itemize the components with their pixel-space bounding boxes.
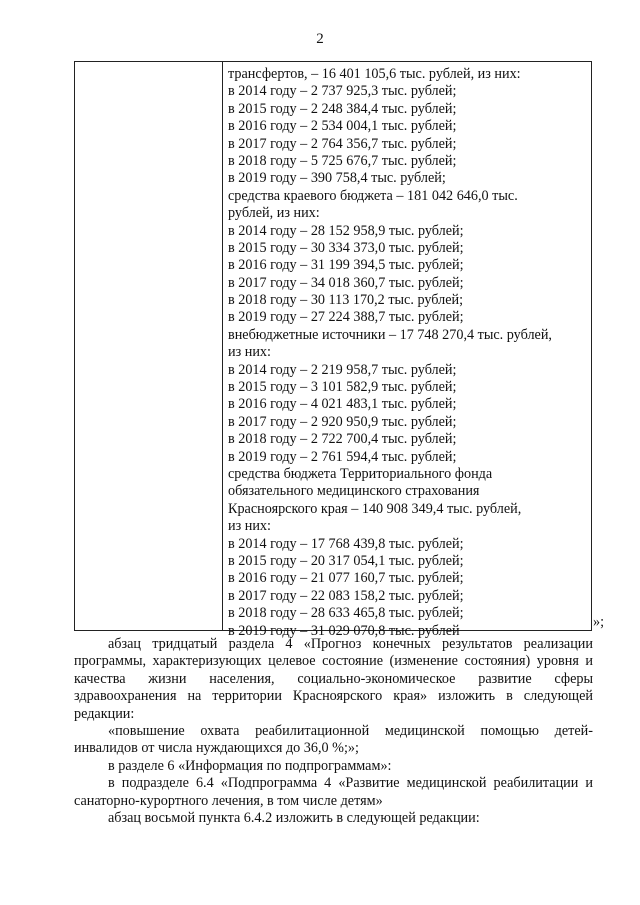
body-paragraph: в разделе 6 «Информация по подпрограммам»: [108, 757, 392, 774]
table-line: в 2016 году – 31 199 394,5 тыс. рублей; [228, 257, 464, 274]
body-paragraph: «повышение охвата реабилитационной медицинской помощью детей-инвалидов от числа нуждающихся до 36,0 %;»; [74, 723, 593, 757]
table-line: в 2014 году – 28 152 958,9 тыс. рублей; [228, 222, 464, 239]
table-end-mark: »; [593, 614, 605, 630]
table-line: в 2017 году – 2 764 356,7 тыс. рублей; [228, 135, 457, 152]
table-line: из них: [228, 518, 271, 535]
table-line: в 2015 году – 3 101 582,9 тыс. рублей; [228, 379, 457, 396]
table-line: в 2017 году – 34 018 360,7 тыс. рублей; [228, 274, 464, 291]
table-line: в 2019 году – 2 761 594,4 тыс. рублей; [228, 448, 457, 465]
table-line: в 2018 году – 28 633 465,8 тыс. рублей; [228, 605, 464, 622]
table-line: в 2015 году – 30 334 373,0 тыс. рублей; [228, 239, 464, 256]
table-line: рублей, из них: [228, 205, 320, 222]
table-line: в 2015 году – 20 317 054,1 тыс. рублей; [228, 552, 464, 569]
table-line: в 2016 году – 2 534 004,1 тыс. рублей; [228, 118, 457, 135]
table-line: в 2014 году – 2 219 958,7 тыс. рублей; [228, 361, 457, 378]
table-line: трансфертов, – 16 401 105,6 тыс. рублей, из них: [228, 66, 521, 82]
table-line: в 2016 году – 21 077 160,7 тыс. рублей; [228, 570, 464, 587]
table-line: средства бюджета Территориального фонда [228, 465, 493, 482]
table-line: в 2016 году – 4 021 483,1 тыс. рублей; [228, 396, 457, 413]
table-line: в 2018 году – 5 725 676,7 тыс. рублей; [228, 152, 457, 169]
body-paragraph: абзац тридцатый раздела 4 «Прогноз конечных результатов реализации программы, характеризующих целевое состояние (изменение состояния) уровня и качества жизни населения, социально-экономическое развитие сферы здравоохранения на территории Красноярского края» изложить в следующей редакции: [74, 636, 593, 722]
table-column-divider [222, 62, 223, 630]
table-line: в 2019 году – 27 224 388,7 тыс. рублей; [228, 309, 464, 326]
table-line: в 2015 году – 2 248 384,4 тыс. рублей; [228, 100, 457, 117]
table-line: обязательного медицинского страхования [228, 483, 480, 500]
table-cell-right [228, 66, 590, 640]
table-line: в 2019 году – 390 758,4 тыс. рублей; [228, 170, 446, 187]
financing-table [74, 61, 592, 639]
table-line: в 2019 году – 31 029 070,8 тыс. рублей [228, 622, 460, 639]
table-line: Красноярского края – 140 908 349,4 тыс. рублей, [228, 500, 522, 517]
table-line: в 2014 году – 2 737 925,3 тыс. рублей; [228, 83, 457, 100]
table-line: в 2017 году – 2 920 950,9 тыс. рублей; [228, 413, 457, 430]
body-text [74, 636, 593, 827]
table-line: из них: [228, 344, 271, 361]
body-paragraph: в подразделе 6.4 «Подпрограмма 4 «Развитие медицинской реабилитации и санаторно-курортного лечения, в том числе детям» [74, 775, 593, 809]
table-line: в 2018 году – 30 113 170,2 тыс. рублей; [228, 292, 464, 309]
body-paragraph: абзац восьмой пункта 6.4.2 изложить в следующей редакции: [108, 810, 480, 827]
table-line: в 2018 году – 2 722 700,4 тыс. рублей; [228, 431, 457, 448]
table-line: в 2017 году – 22 083 158,2 тыс. рублей; [228, 587, 464, 604]
page-number: 2 [316, 31, 324, 47]
table-line: в 2014 году – 17 768 439,8 тыс. рублей; [228, 535, 464, 552]
table-line: внебюджетные источники – 17 748 270,4 тыс. рублей, [228, 326, 552, 343]
table-line: средства краевого бюджета – 181 042 646,0 тыс. [228, 187, 518, 204]
